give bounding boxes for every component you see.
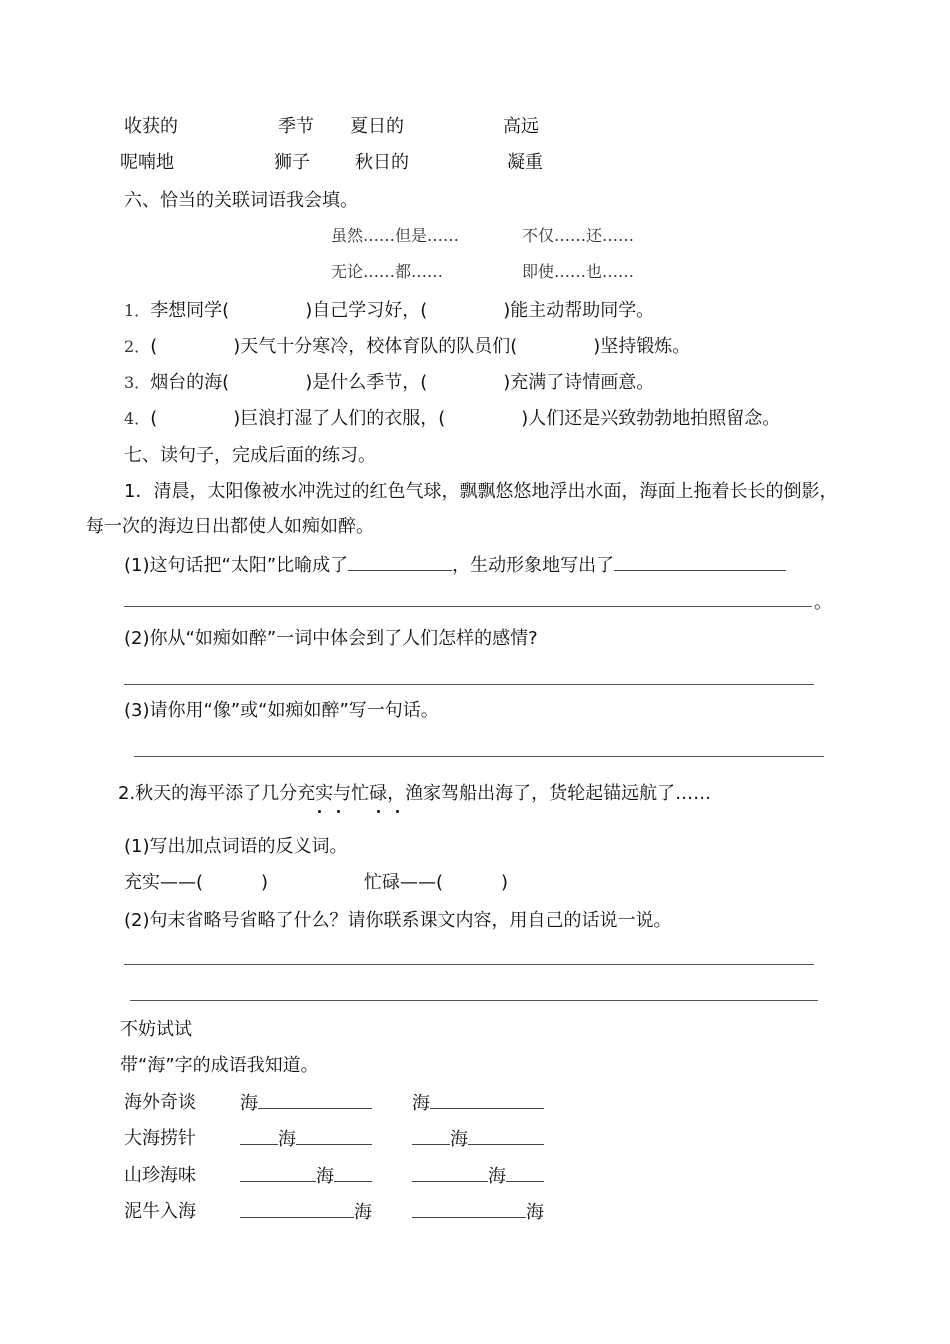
answer-blank[interactable] [614, 556, 786, 571]
question-number: 4． [124, 409, 151, 428]
match-word: 高远 [503, 116, 539, 137]
answer-line[interactable] [124, 684, 814, 685]
answer-blank[interactable] [412, 1167, 488, 1182]
idiom-blank [240, 1130, 372, 1149]
idiom-blank [412, 1203, 544, 1222]
question-text: )天气十分寒冷，校体育队的队员们( [233, 336, 518, 357]
question-text: (2)你从“如痴如醉”一词中体会到了人们怎样的感情? [124, 628, 538, 649]
antonym-prompt: ) [261, 872, 269, 893]
question-text: 。 [814, 592, 832, 613]
hai-char: 海 [526, 1202, 544, 1223]
question-text: )坚持锻炼。 [593, 336, 691, 357]
question-number: 3． [124, 373, 151, 392]
conjunction-option: 无论……都…… [331, 262, 444, 281]
question-text: )充满了诗情画意。 [503, 372, 655, 393]
hai-char: 海 [240, 1093, 258, 1114]
emphasis-dot [318, 810, 321, 813]
section-subtitle: 带“海”字的成语我知道。 [120, 1055, 319, 1076]
antonym-row [124, 874, 268, 892]
idiom-blank [412, 1167, 544, 1186]
passage-text: 每一次的海边日出都使人如痴如醉。 [86, 516, 374, 537]
hai-char: 海 [450, 1129, 468, 1150]
question-text: ( [150, 408, 158, 429]
section-title: 六、恰当的关联词语我会填。 [124, 190, 358, 211]
idiom-example: 山珍海味 [124, 1165, 196, 1186]
question-text: )人们还是兴致勃勃地拍照留念。 [521, 408, 781, 429]
answer-line[interactable] [134, 756, 824, 757]
idiom-blank [240, 1094, 372, 1113]
answer-blank[interactable] [412, 1203, 526, 1218]
conjunction-option: 即使……也…… [522, 262, 635, 281]
passage-text: 2.秋天的海平添了几分充实与忙碌，渔家驾船出海了，货轮起锚远航了…… [118, 783, 712, 804]
answer-blank[interactable] [430, 1094, 544, 1109]
question-text: (3)请你用“像”或“如痴如醉”写一句话。 [124, 700, 439, 721]
answer-line[interactable] [130, 1000, 818, 1001]
question-text: (1)这句话把“太阳”比喻成了 [124, 555, 349, 576]
antonym-prompt: 忙碌——( [364, 872, 444, 893]
question-number: 1． [124, 301, 151, 320]
emphasis-dot [377, 810, 380, 813]
conjunction-option: 虽然……但是…… [331, 226, 460, 245]
answer-line[interactable] [124, 606, 812, 607]
antonym-row [364, 874, 508, 892]
section-title: 七、读句子，完成后面的练习。 [124, 445, 376, 466]
hai-char: 海 [316, 1166, 334, 1187]
question-text: )能主动帮助同学。 [503, 300, 655, 321]
answer-line[interactable] [124, 964, 814, 965]
hai-char: 海 [278, 1129, 296, 1150]
answer-blank[interactable] [506, 1167, 544, 1182]
idiom-blank [240, 1167, 372, 1186]
conjunction-option: 不仅……还…… [522, 226, 635, 245]
question-row [124, 374, 654, 392]
emphasis-dot [337, 810, 340, 813]
question-row [124, 338, 690, 356]
antonym-prompt: ) [501, 872, 509, 893]
question-text: ( [150, 336, 158, 357]
question-text: 李想同学( [150, 300, 230, 321]
idiom-blank [412, 1094, 544, 1113]
match-word: 收获的 [124, 116, 178, 137]
question-row [124, 410, 780, 428]
hai-char: 海 [488, 1166, 506, 1187]
question-text: )自己学习好，( [305, 300, 428, 321]
answer-blank[interactable] [240, 1167, 316, 1182]
passage-text: 1．清晨，太阳像被水冲洗过的红色气球，飘飘悠悠地浮出水面，海面上拖着长长的倒影， [124, 481, 838, 502]
match-word: 呢喃地 [120, 152, 174, 173]
question-row [124, 302, 654, 320]
answer-blank[interactable] [240, 1203, 354, 1218]
answer-blank[interactable] [334, 1167, 372, 1182]
question-text: (2)句末省略号省略了什么？请你联系课文内容，用自己的话说一说。 [124, 910, 672, 931]
match-word: 凝重 [507, 152, 543, 173]
answer-blank[interactable] [348, 556, 452, 571]
answer-blank[interactable] [258, 1094, 372, 1109]
idiom-blank [240, 1203, 372, 1222]
question-text: )巨浪打湿了人们的衣服，( [233, 408, 446, 429]
match-word: 季节 [278, 116, 314, 137]
emphasis-dot [396, 810, 399, 813]
question-text: 烟台的海( [150, 372, 230, 393]
match-word: 秋日的 [355, 152, 409, 173]
question-row [124, 556, 786, 575]
antonym-prompt: 充实——( [124, 872, 204, 893]
idiom-example: 海外奇谈 [124, 1092, 196, 1113]
section-title: 不妨试试 [120, 1019, 192, 1040]
match-word: 狮子 [274, 152, 310, 173]
question-text: )是什么季节，( [305, 372, 428, 393]
answer-blank[interactable] [296, 1130, 372, 1145]
question-text: (1)写出加点词语的反义词。 [124, 836, 348, 857]
match-word: 夏日的 [350, 116, 404, 137]
answer-blank[interactable] [412, 1130, 450, 1145]
idiom-example: 大海捞针 [124, 1128, 196, 1149]
idiom-blank [412, 1130, 544, 1149]
answer-blank[interactable] [240, 1130, 278, 1145]
question-number: 2． [124, 337, 151, 356]
idiom-example: 泥牛入海 [124, 1201, 196, 1222]
hai-char: 海 [412, 1093, 430, 1114]
answer-blank[interactable] [468, 1130, 544, 1145]
question-text: ，生动形象地写出了 [452, 555, 615, 576]
hai-char: 海 [354, 1202, 372, 1223]
